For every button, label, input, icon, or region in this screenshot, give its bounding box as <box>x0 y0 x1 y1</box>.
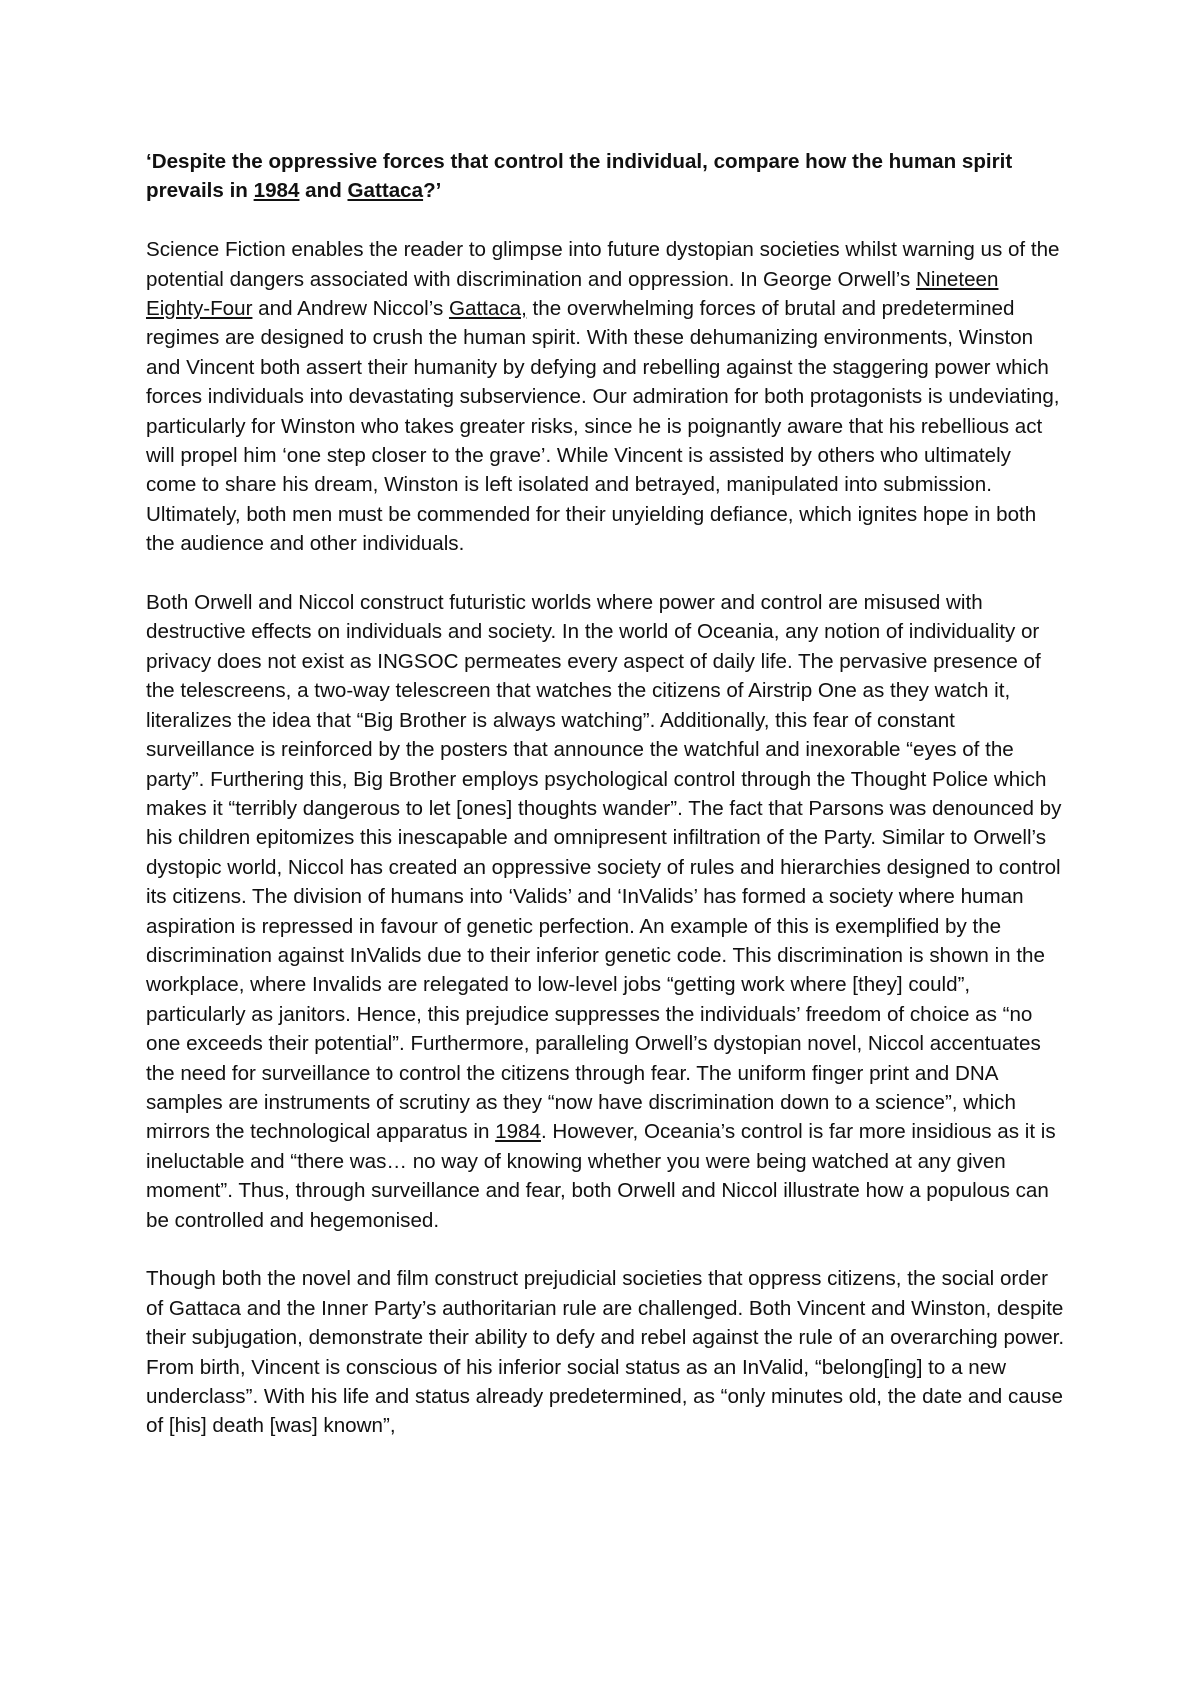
paragraph1-title-gattaca: Gattaca, <box>448 297 527 321</box>
paragraph-introduction <box>146 235 1066 558</box>
question-title-1984: 1984 <box>253 179 300 203</box>
paragraph2-text-1: Both Orwell and Niccol construct futuristic worlds where power and control are misused with destructive effects on individuals and society. In the world of Oceania, any notion of individuality or privacy does not exist as INGSOC permeates every aspect of daily life. The pervasive presence of the telescreens, a two-way telescreen that watches the citizens of Airstrip One as they watch it, literalizes the idea that “Big Brother is always watching”. Additionally, this fear of constant surveillance is reinforced by the posters that announce the watchful and inexorable “eyes of the party”. Furthering this, Big Brother employs psychological control through the Thought Police which makes it “terribly dangerous to let [ones] thoughts wander”. The fact that Parsons was denounced by his children epitomizes this inescapable and omnipresent infiltration of the Party. Similar to Orwell’s dystopic world, Niccol has created an oppressive society of rules and hierarchies designed to control its citizens. The division of humans into ‘Valids’ and ‘InValids’ has formed a society where human aspiration is repressed in favour of genetic perfection. An example of this is exemplified by the discrimination against InValids due to their inferior genetic code. This discrimination is shown in the workplace, where Invalids are relegated to low-level jobs “getting work where [they] could”, particularly as janitors. Hence, this prejudice suppresses the individuals’ freedom of choice as “no one exceeds their potential”. Furthermore, paralleling Orwell’s dystopian novel, Niccol accentuates the need for surveillance to control the citizens through fear. The uniform finger print and DNA samples are instruments of scrutiny as they “now have discrimination down to a science”, which mirrors the technological apparatus in <box>146 591 1062 1144</box>
paragraph-body-2 <box>146 1264 1066 1440</box>
document-page <box>146 147 1066 1441</box>
paragraph1-text-1: Science Fiction enables the reader to glimpse into future dystopian societies whilst warning us of the potential dangers associated with discrimination and oppression. In George Orwell’s <box>146 238 1060 291</box>
paragraph2-text-2: . However, Oceania’s control is far more insidious as it is ineluctable and “there was… no way of knowing whether you were being watched at any given moment”. Thus, through surveillance and fear, both Orwell and Niccol illustrate how a populous can be controlled and hegemonised. <box>146 1120 1056 1232</box>
paragraph1-title-nineteen-eighty-four: Nineteen Eighty-Four <box>146 267 999 321</box>
paragraph2-title-1984: 1984 <box>495 1120 541 1144</box>
question-title-gattaca: Gattaca <box>347 179 424 203</box>
essay-question <box>146 147 1066 206</box>
paragraph3-text-1: Though both the novel and film construct prejudicial societies that oppress citizens, the social order of Gattaca and the Inner Party’s authoritarian rule are challenged. Both Vincent and Winston, despite their subjugation, demonstrate their ability to defy and rebel against the rule of an overarching power. From birth, Vincent is conscious of his inferior social status as an InValid, “belong[ing] to a new underclass”. With his life and status already predetermined, as “only minutes old, the date and cause of [his] death [was] known”, <box>146 1267 1065 1438</box>
paragraph1-text-2: and Andrew Niccol’s <box>252 297 449 321</box>
paragraph-body-1 <box>146 588 1066 1235</box>
question-text-2: and <box>299 179 348 203</box>
paragraph1-text-3: the overwhelming forces of brutal and predetermined regimes are designed to crush the human spirit. With these dehumanizing environments, Winston and Vincent both assert their humanity by defying and rebelling against the staggering power which forces individuals into devastating subservience. Our admiration for both protagonists is undeviating, particularly for Winston who takes greater risks, since he is poignantly aware that his rebellious act will propel him ‘one step closer to the grave’. While Vincent is assisted by others who ultimately come to share his dream, Winston is left isolated and betrayed, manipulated into submission. Ultimately, both men must be commended for their unyielding defiance, which ignites hope in both the audience and other individuals. <box>146 297 1060 556</box>
question-text-3: ?’ <box>423 179 442 203</box>
question-text-1: ‘Despite the oppressive forces that control the individual, compare how the human spirit prevails in <box>146 150 1013 203</box>
